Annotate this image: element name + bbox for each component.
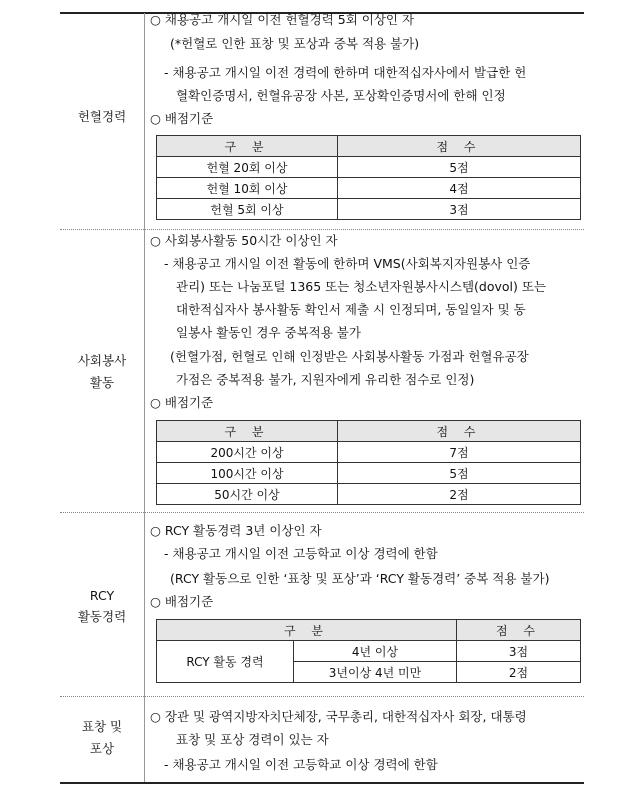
category-cell: 100시간 이상 <box>157 463 338 484</box>
criteria-line: ○ RCY 활동경력 3년 이상인 자 <box>150 523 322 538</box>
row-label: 사회봉사 <box>77 353 127 368</box>
table-row <box>157 484 581 505</box>
score-table <box>156 420 581 505</box>
criteria-line: ○ 사회봉사활동 50시간 이상인 자 <box>150 233 338 248</box>
detail-line: 혈확인증명서, 헌혈유공장 사본, 포상확인증명서에 한해 인정 <box>176 88 506 103</box>
detail-line: - 채용공고 개시일 이전 경력에 한하며 대한적십자사에서 발급한 헌 <box>164 65 527 80</box>
score-table <box>156 619 581 683</box>
category-cell: 200시간 이상 <box>157 442 338 463</box>
row-label: 활동 <box>89 375 115 390</box>
row-label: 포상 <box>89 741 115 756</box>
category-cell: 50시간 이상 <box>157 484 338 505</box>
table-row <box>157 641 581 662</box>
category-cell: 헌혈 20회 이상 <box>157 157 338 178</box>
note-line: (헌혈가점, 헌혈로 인해 인정받은 사회봉사활동 가점과 헌혈유공장 <box>170 349 529 364</box>
criteria-line: ○ 채용공고 개시일 이전 헌혈경력 5회 이상인 자 <box>150 12 415 27</box>
row-label: 활동경력 <box>77 609 127 624</box>
category-cell: RCY 활동 경력 <box>157 641 294 683</box>
table-row <box>157 199 581 220</box>
score-cell: 3점 <box>457 641 581 662</box>
detail-line: - 채용공고 개시일 이전 활동에 한하며 VMS(사회복지자원봉사 인증 <box>164 256 531 271</box>
header-score: 점 수 <box>338 136 581 157</box>
note-line: 가점은 중복적용 불가, 지원자에게 유리한 점수로 인정) <box>176 372 475 387</box>
divider <box>60 696 584 697</box>
score-cell: 2점 <box>338 484 581 505</box>
sub-category-cell: 4년 이상 <box>294 641 457 662</box>
scoring-heading: ○ 배점기준 <box>150 395 214 410</box>
score-cell: 5점 <box>338 463 581 484</box>
criteria-line: ○ 장관 및 광역지방자치단체장, 국무총리, 대한적십자사 회장, 대통령 <box>150 709 527 724</box>
row-label: 헌혈경력 <box>77 109 127 124</box>
detail-line: 대한적십자사 봉사활동 확인서 제출 시 인정되며, 동일일자 및 동 <box>176 302 526 317</box>
table-row <box>157 463 581 484</box>
header-category: 구 분 <box>157 136 338 157</box>
header-score: 점 수 <box>457 620 581 641</box>
divider <box>60 229 584 230</box>
detail-line: - 채용공고 개시일 이전 고등학교 이상 경력에 한함 <box>164 757 438 772</box>
score-cell: 5점 <box>338 157 581 178</box>
note-line: (RCY 활동으로 인한 ‘표창 및 포상’과 ‘RCY 활동경력’ 중복 적용 불가) <box>170 571 550 586</box>
category-cell: 헌혈 10회 이상 <box>157 178 338 199</box>
bottom-border <box>60 782 584 784</box>
note-line: (*헌혈로 인한 표창 및 포상과 중복 적용 불가) <box>170 36 420 51</box>
row-label: RCY <box>89 588 115 603</box>
detail-line: 표창 및 포상 경력이 있는 자 <box>176 732 329 747</box>
detail-line: 관리) 또는 나눔포털 1365 또는 청소년자원봉사시스템(dovol) 또는 <box>176 279 547 294</box>
column-divider <box>144 13 145 782</box>
header-category: 구 분 <box>157 620 457 641</box>
scoring-heading: ○ 배점기준 <box>150 594 214 609</box>
detail-line: - 채용공고 개시일 이전 고등학교 이상 경력에 한함 <box>164 546 438 561</box>
header-score: 점 수 <box>338 421 581 442</box>
score-cell: 7점 <box>338 442 581 463</box>
table-row <box>157 157 581 178</box>
row-label: 표창 및 <box>81 719 123 734</box>
sub-category-cell: 3년이상 4년 미만 <box>294 662 457 683</box>
divider <box>60 512 584 513</box>
table-row <box>157 442 581 463</box>
score-cell: 3점 <box>338 199 581 220</box>
score-cell: 4점 <box>338 178 581 199</box>
scoring-heading: ○ 배점기준 <box>150 111 214 126</box>
detail-line: 일봉사 활동인 경우 중복적용 불가 <box>176 325 361 340</box>
category-cell: 헌혈 5회 이상 <box>157 199 338 220</box>
score-cell: 2점 <box>457 662 581 683</box>
table-row <box>157 178 581 199</box>
score-table <box>156 135 581 220</box>
header-category: 구 분 <box>157 421 338 442</box>
